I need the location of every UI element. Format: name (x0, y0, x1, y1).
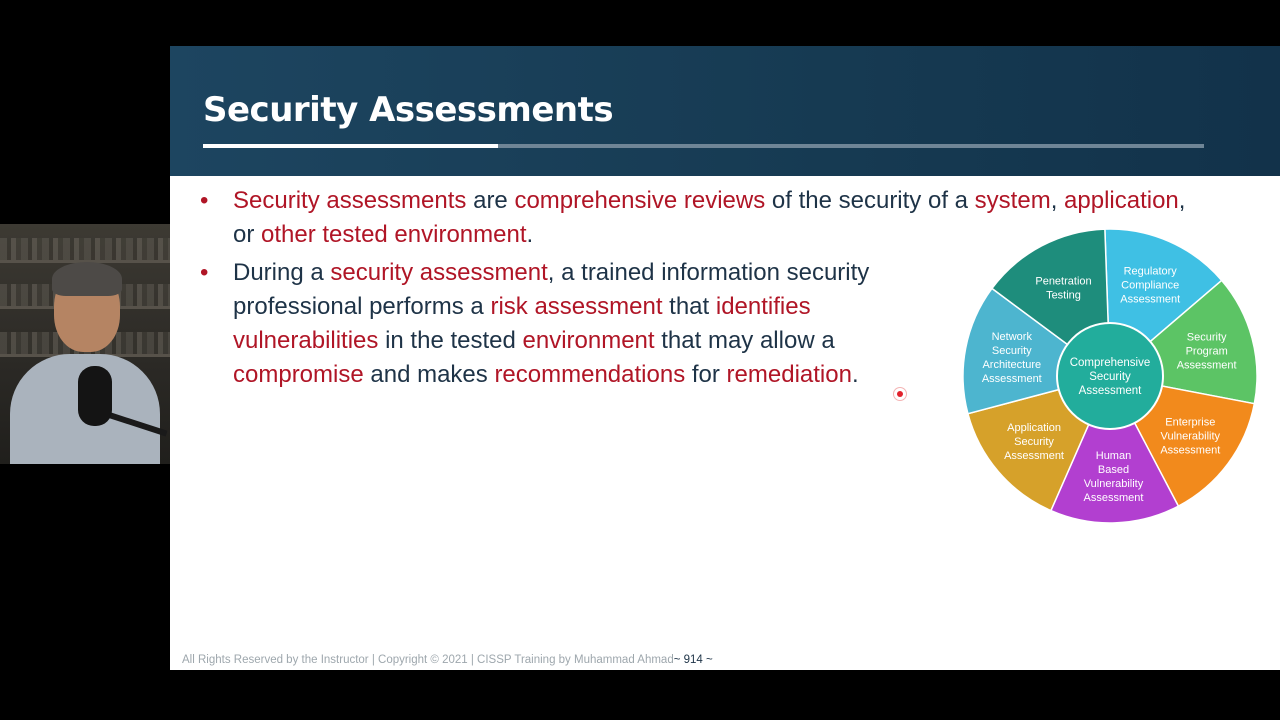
slide-footer (182, 654, 713, 666)
bullet-segment: risk assessment (490, 293, 663, 320)
bullet-segment: and makes (363, 361, 495, 388)
instructor-webcam (0, 224, 170, 464)
wheel-center-line: Security (1089, 371, 1131, 383)
wheel-center-line: Assessment (1078, 385, 1142, 397)
wheel-label-line: Assessment (1160, 444, 1221, 457)
wheel-label-line: Enterprise (1165, 416, 1216, 429)
instructor-hair (52, 262, 122, 296)
wheel-label-line: Assessment (1176, 359, 1237, 372)
wheel-label-line: Network (991, 331, 1032, 344)
bullet-segment: compromise (233, 361, 364, 388)
bullet-segment: Security assessments (233, 187, 467, 214)
wheel-label-line: Assessment (981, 373, 1042, 386)
presentation-slide (170, 46, 1280, 670)
wheel-label-line: Security (1014, 436, 1054, 449)
bullet-segment: identifies vulnerabilities (233, 293, 811, 354)
wheel-label-line: Application (1007, 422, 1061, 435)
bullet-segment: recommendations (494, 361, 686, 388)
bullet-segment: During a (233, 259, 331, 286)
assessment-wheel-diagram (960, 226, 1260, 526)
bullet-segment: comprehensive reviews (514, 187, 766, 214)
page-number: ~ 914 ~ (673, 654, 713, 666)
microphone-icon (78, 366, 112, 426)
slide-header (170, 46, 1280, 176)
wheel-label-line: Human (1095, 449, 1132, 462)
bullet-segment: other tested environment (261, 221, 527, 248)
bullet-segment: . (526, 221, 534, 248)
wheel-segment-label (1120, 265, 1180, 305)
wheel-label-line: Architecture (982, 359, 1042, 372)
bullet-segment: , (1050, 187, 1065, 214)
bullet-segment: environment (522, 327, 655, 354)
wheel-label-line: Security (991, 345, 1032, 358)
wheel-label-line: Security (1186, 331, 1227, 344)
wheel-segment-label (1160, 417, 1220, 457)
bullet-segment: for (685, 361, 727, 388)
wheel-label-line: Vulnerability (1160, 430, 1221, 443)
bullet-segment: of the security of a (765, 187, 975, 214)
title-underline (203, 144, 1204, 148)
wheel-label-line: Compliance (1121, 279, 1180, 292)
wheel-label-line: Assessment (1004, 450, 1065, 463)
bullet-segment: . (851, 361, 859, 388)
bullet-segment: are (466, 187, 515, 214)
bullet-segment: in the tested (378, 327, 523, 354)
bullet-segment: system (974, 187, 1051, 214)
bullet-marker: • (200, 259, 209, 286)
wheel-label-line: Vulnerability (1083, 477, 1144, 490)
title-underline-highlight (203, 144, 498, 148)
bullet-marker: • (200, 187, 209, 214)
bullet-segment: that (662, 293, 716, 320)
laser-pointer-cursor (894, 388, 906, 400)
bullet-text (233, 256, 893, 392)
wheel-label-line: Penetration (1035, 275, 1092, 288)
wheel-center-line: Comprehensive (1069, 357, 1151, 369)
bullet-segment: application (1064, 187, 1179, 214)
bullet-segment: , a trained information security professional performs a (233, 259, 870, 320)
bullet-segment: security assessment (330, 259, 548, 286)
bookshelf-row (0, 238, 170, 260)
bullet-segment: , or (233, 187, 1186, 248)
wheel-label-line: Regulatory (1123, 265, 1177, 278)
wheel-label-line: Program (1185, 345, 1228, 358)
bullet-segment: remediation (726, 361, 852, 388)
bullet-segment: that may allow a (654, 327, 835, 354)
wheel-label-line: Assessment (1083, 491, 1144, 504)
footer-copyright: All Rights Reserved by the Instructor | Copyright © 2021 | CISSP Training by Muhammad Ahmad (182, 654, 674, 666)
slide-title: Security Assessments (203, 90, 614, 130)
wheel-label-line: Assessment (1120, 293, 1181, 306)
wheel-label-line: Based (1097, 463, 1130, 476)
wheel-label-line: Testing (1046, 289, 1081, 302)
